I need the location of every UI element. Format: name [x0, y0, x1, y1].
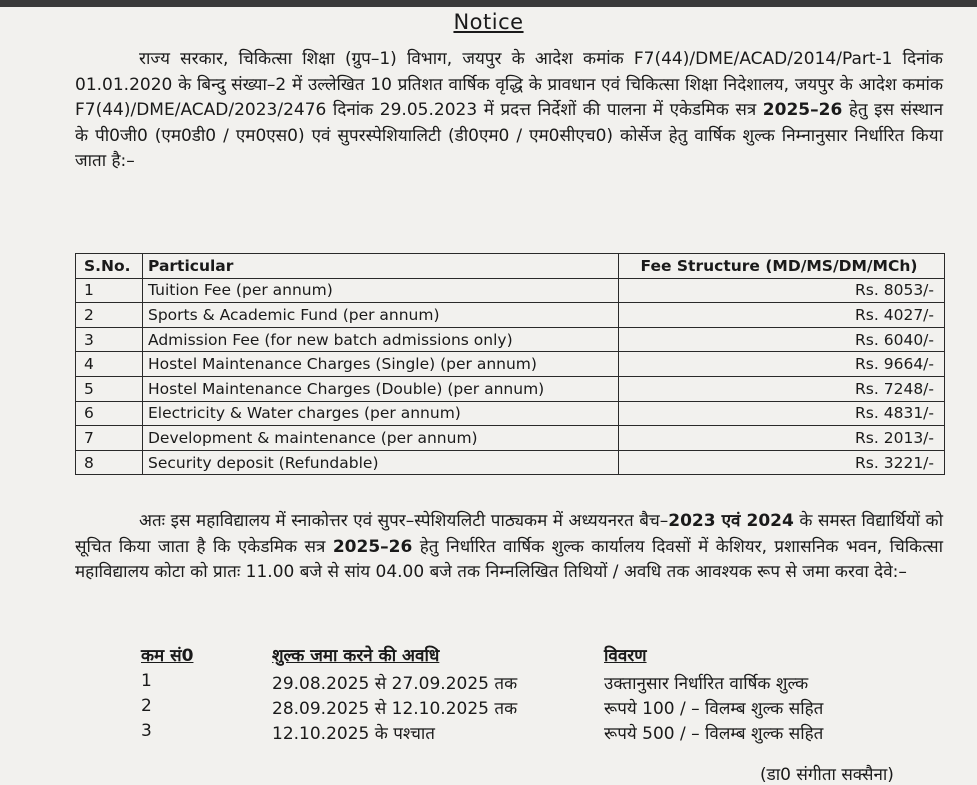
schedule-row-period: 12.10.2025 के पश्चात [272, 724, 435, 744]
table-row [76, 303, 945, 328]
row-sno: 1 [76, 278, 143, 303]
row-fee: Rs. 7248/- [619, 376, 945, 401]
schedule-row-detail: रूपये 100 / – विलम्ब शुल्क सहित [604, 699, 824, 719]
schedule-row-no: 2 [141, 696, 152, 716]
row-particular: Development & maintenance (per annum) [143, 426, 619, 451]
row-particular: Electricity & Water charges (per annum) [143, 401, 619, 426]
instructions-text: अतः इस महाविद्यालय में स्नाकोत्तर एवं सुपर–स्पेशियलिटी पाठ्यकम में अध्ययनरत बैच– [139, 511, 669, 531]
row-fee: Rs. 3221/- [619, 450, 945, 475]
schedule-row-no: 1 [141, 671, 152, 691]
instructions-paragraph [75, 509, 943, 586]
table-row [76, 426, 945, 451]
row-sno: 3 [76, 327, 143, 352]
schedule-row-detail: उक्तानुसार निर्धारित वार्षिक शुल्क [604, 674, 809, 694]
table-row [76, 278, 945, 303]
header-sno: S.No. [76, 254, 143, 279]
intro-paragraph [75, 47, 943, 175]
schedule-header-no: कम सं0 [141, 646, 194, 666]
row-sno: 6 [76, 401, 143, 426]
fee-structure-table [75, 253, 945, 475]
row-fee: Rs. 4027/- [619, 303, 945, 328]
schedule-row-no: 3 [141, 721, 152, 741]
intro-text-rest: हेतु इस संस्थान के पी0जी0 (एम0डी0 / एम0एस0) एवं सुपरस्पेशियालिटी (डी0एम0 / एम0सीएच0) कोर्सेज हेतु वार्षिक शुल्क निम्नानुसार निर्धारित किया जाता है:– [75, 100, 944, 171]
row-fee: Rs. 6040/- [619, 327, 945, 352]
session-year: 2025–26 [762, 100, 843, 120]
row-fee: Rs. 2013/- [619, 426, 945, 451]
header-fee: Fee Structure (MD/MS/DM/MCh) [619, 254, 945, 279]
schedule-header-detail: विवरण [604, 646, 647, 666]
batch-years: 2023 एवं 2024 [668, 511, 794, 531]
row-sno: 2 [76, 303, 143, 328]
header-particular: Particular [143, 254, 619, 279]
instructions-text-3: हेतु निर्धारित वार्षिक शुल्क कार्यालय दिवसों में केशियर, प्रशासनिक भवन, चिकित्सा महाविद्यालय कोटा को प्रातः 11.00 बजे से सांय 04.00 बजे तक निम्नलिखित तिथियों / अवधि तक आवश्यक रूप से जमा करवा देवे:– [75, 536, 943, 582]
row-fee: Rs. 8053/- [619, 278, 945, 303]
row-particular: Hostel Maintenance Charges (Single) (per annum) [143, 352, 619, 377]
intro-text: राज्य सरकार, चिकित्सा शिक्षा (ग्रुप–1) विभाग, जयपुर के आदेश कमांक F7(44)/DME/ACAD/2014/Part-1 दिनांक 01.01.2020 के बिन्दु संख्या–2 में उल्लेखित 10 प्रतिशत वार्षिक वृद्धि के प्रावधान एवं चिकित्सा शिक्षा निदेशालय, जयपुर के आदेश कमांक F7(44)/DME/ACAD/2023/2476 दिनांक 29.05.2023 में प्रदत्त निर्देशों की पालना में एकेडमिक सत्र [75, 49, 943, 120]
row-particular: Admission Fee (for new batch admissions only) [143, 327, 619, 352]
table-row [76, 376, 945, 401]
schedule-row-detail: रूपये 500 / – विलम्ब शुल्क सहित [604, 724, 824, 744]
signatory-name: (डा0 संगीता सक्सैना) [760, 765, 894, 785]
table-row [76, 352, 945, 377]
row-particular: Hostel Maintenance Charges (Double) (per annum) [143, 376, 619, 401]
table-row [76, 327, 945, 352]
top-edge [0, 0, 977, 7]
schedule-row-period: 29.08.2025 से 27.09.2025 तक [272, 674, 518, 694]
row-sno: 8 [76, 450, 143, 475]
table-row [76, 401, 945, 426]
row-sno: 7 [76, 426, 143, 451]
table-header-row [76, 254, 945, 279]
schedule-row-period: 28.09.2025 से 12.10.2025 तक [272, 699, 518, 719]
notice-title: Notice [453, 10, 524, 34]
session-year-2: 2025–26 [332, 536, 413, 557]
row-fee: Rs. 9664/- [619, 352, 945, 377]
instructions-text-2: के समस्त विद्यार्थियों को सूचित किया जाता है कि एकेडमिक सत्र [75, 511, 943, 557]
row-particular: Security deposit (Refundable) [143, 450, 619, 475]
row-particular: Sports & Academic Fund (per annum) [143, 303, 619, 328]
table-row [76, 450, 945, 475]
row-sno: 5 [76, 376, 143, 401]
row-sno: 4 [76, 352, 143, 377]
row-fee: Rs. 4831/- [619, 401, 945, 426]
schedule-header-period: शुल्क जमा करने की अवधि [272, 646, 440, 666]
row-particular: Tuition Fee (per annum) [143, 278, 619, 303]
